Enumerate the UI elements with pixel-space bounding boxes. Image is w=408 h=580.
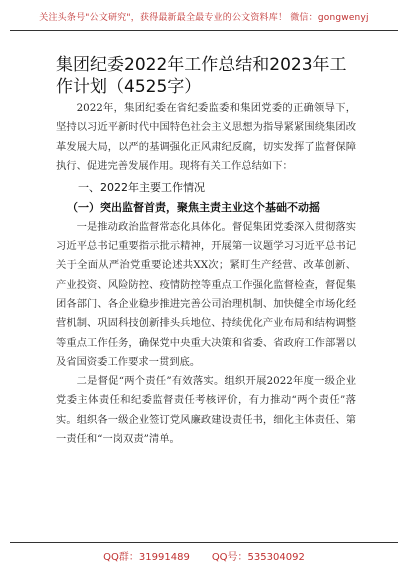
qq-number-text: QQ号：535304092 — [211, 552, 305, 563]
intro-paragraph: 2022年，集团纪委在省纪委监委和集团党委的正确领导下，坚持以习近平新时代中国特色社会主义思想为指导紧紧围绕集团改革发展大局，以严的基调强化正风肃纪反腐，切实发挥了监督保障执行、促进完善发展作用。现将有关工作总结如下： — [56, 102, 356, 172]
top-notice-bar — [10, 4, 398, 28]
top-notice-text: 关注头条号"公文研究"，获得最新最全最专业的公文资料库！ 微信：gongwenyj — [39, 12, 369, 23]
qq-group-text: QQ群：31991489 — [103, 552, 190, 563]
bottom-divider — [10, 542, 398, 543]
footer-contact — [0, 548, 408, 563]
document-title: 集团纪委2022年工作总结和2023年工作计划（4525字） — [56, 55, 347, 97]
document-body — [56, 99, 356, 449]
paragraph-two-responsibilities: 二是督促“两个责任”有效落实。组织开展2022年度一级企业党委主体责任和纪委监督责任考核评价，有力推动“两个责任”落实。组织各一级企业签订党风廉政建设责任书，细化主体责任、第一责任和“一岗双责”清单。 — [56, 375, 356, 446]
paragraph-political-supervision: 一是推动政治监督常态化具体化。督促集团党委深入贯彻落实习近平总书记重要指示批示精神，开展第一议题学习习近平总书记关于全面从严治党重要论述共XX次；紧盯生产经营、改革创新、产业投资、风险防控、疫情防控等重点工作强化监督检查，督促集团各部门、各企业稳步推进完善公司治理机制、加快健全市场化经营机制、巩固科技创新排头兵地位、持续优化产业布局和结构调整等重点工作任务，确保党中央重大决策和省委、省政府工作部署以及省国资委工作要求一贯到底。 — [56, 220, 356, 368]
section-heading: 一、2022年主要工作情况 — [78, 181, 205, 195]
subsection-heading: （一）突出监督首责，聚焦主责主业这个基础不动摇 — [67, 201, 320, 215]
top-divider — [10, 30, 398, 31]
